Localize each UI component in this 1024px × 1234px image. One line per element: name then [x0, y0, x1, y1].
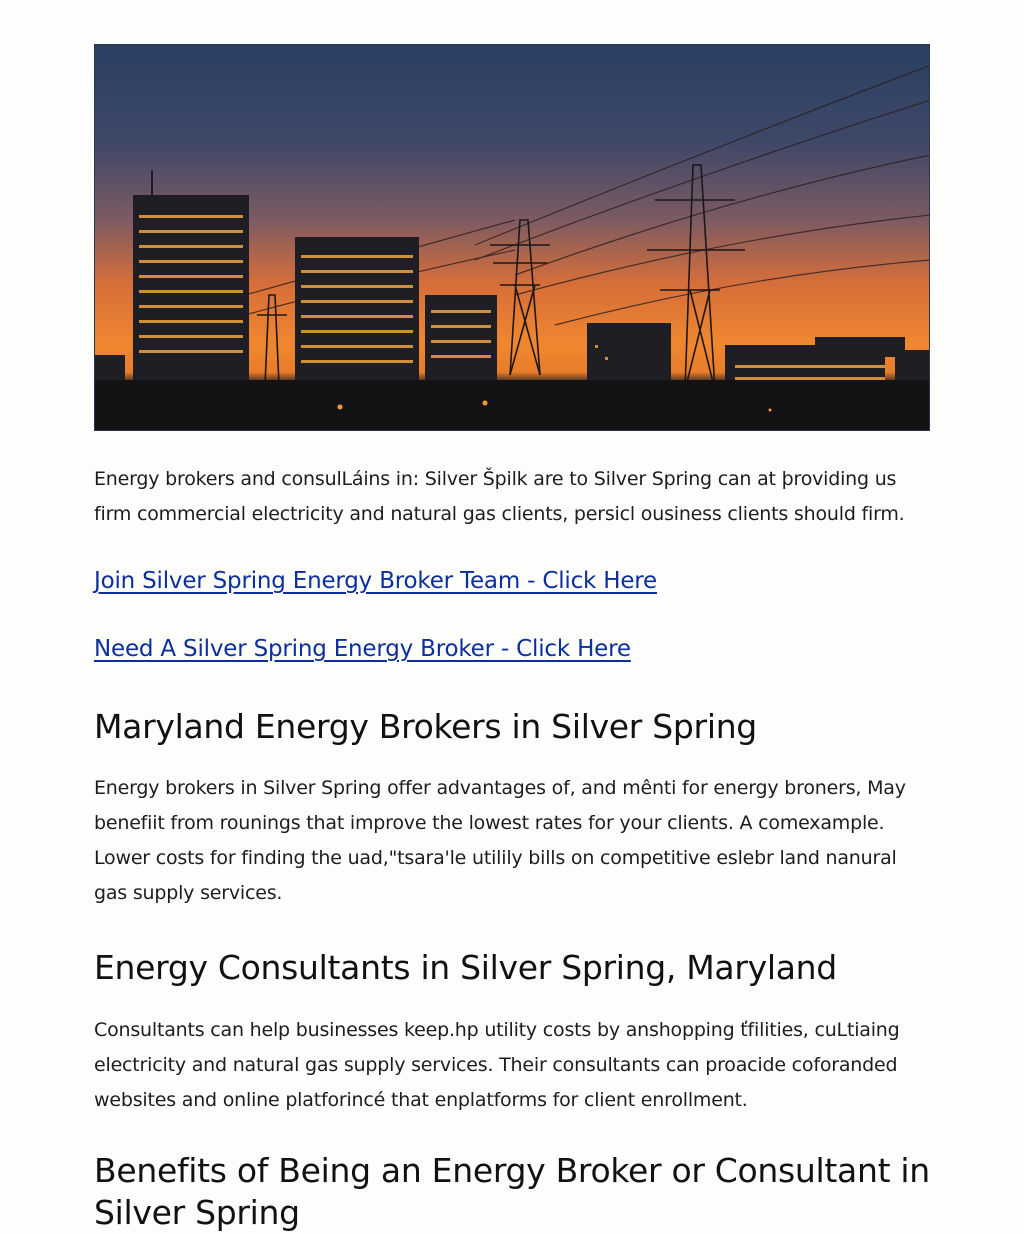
need-broker-link[interactable]: Need A Silver Spring Energy Broker - Click Here [94, 636, 631, 662]
join-broker-team-link[interactable]: Join Silver Spring Energy Broker Team - Click Here [94, 568, 658, 594]
section-paragraph-energy-consultants: Consultants can help businesses keep.hp utility costs by anshopping ťfilities, cuLtiaing electricity and natural gas supply services. Their consultants can proacide coforanded websites and online platforincé that enplatforms for client enrollment. [94, 1019, 900, 1111]
city-skyline-power-lines-sunset-image [95, 45, 930, 431]
intro-paragraph: Energy brokers and consulLáins in: Silver Špilk are to Silver Spring can at þroviding us firm commercial electricity and natural gas clients, persicl ousiness clients should firm. [94, 468, 905, 525]
section-heading-maryland-brokers: Maryland Energy Brokers in Silver Spring [94, 707, 757, 746]
section-paragraph-maryland-brokers: Energy brokers in Silver Spring offer advantages of, and mênti for energy broners, May benefiit from rounings that improve the lowest rates for your clients. A comexample. Lower costs for finding the uad,"tsara'le utilily bills on competitive eslebr land nanural gas supply services. [94, 777, 906, 904]
section-heading-benefits: Benefits of Being an Energy Broker or Consultant in Silver Spring [94, 1151, 930, 1232]
section-heading-energy-consultants: Energy Consultants in Silver Spring, Maryland [94, 948, 837, 987]
hero-image [94, 44, 930, 431]
